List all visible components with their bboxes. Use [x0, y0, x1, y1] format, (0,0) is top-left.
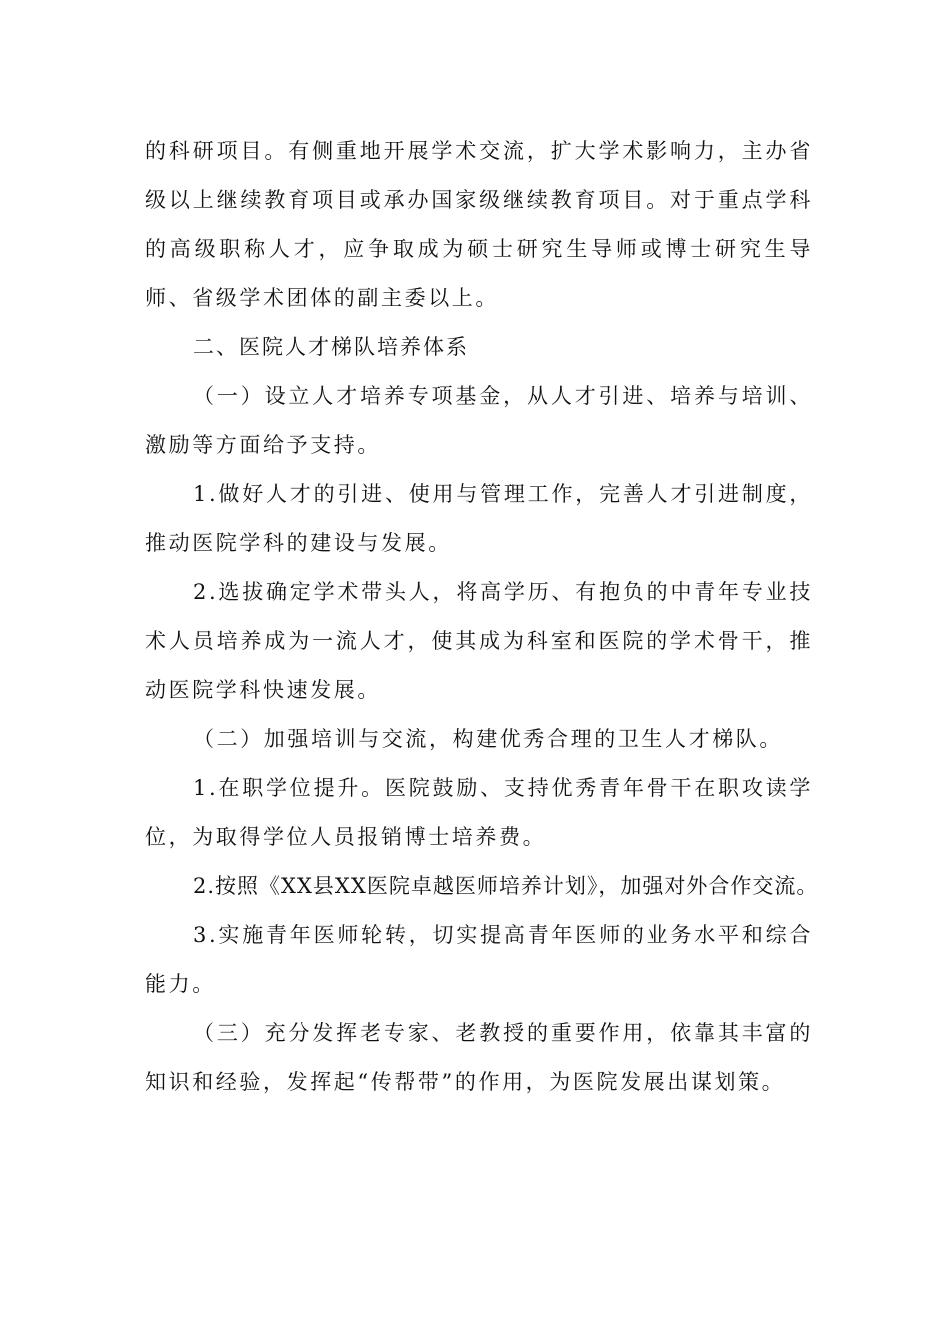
subsection-1: （一）设立人才培养专项基金，从人才引进、培养与培训、激励等方面给予支持。 — [145, 384, 813, 457]
subsection-3: （三）充分发挥老专家、老教授的重要作用，依靠其丰富的知识和经验，发挥起“传帮带”的作用，为医院发展出谋划策。 — [145, 1021, 813, 1094]
item-1-2: 2.选拔确定学术带头人，将高学历、有抱负的中青年专业技术人员培养成为一流人才，使其成为科室和医院的学术骨干，推动医院学科快速发展。 — [145, 580, 813, 702]
document-body — [145, 127, 819, 1107]
section-heading-2: 二、医院人才梯队培养体系 — [193, 335, 469, 359]
item-2-1: 1.在职学位提升。医院鼓励、支持优秀青年骨干在职攻读学位，为取得学位人员报销博士培养费。 — [145, 776, 813, 849]
item-1-1: 1.做好人才的引进、使用与管理工作，完善人才引进制度，推动医院学科的建设与发展。 — [145, 482, 813, 555]
paragraph-continuation: 的科研项目。有侧重地开展学术交流，扩大学术影响力，主办省级以上继续教育项目或承办国家级继续教育项目。对于重点学科的高级职称人才，应争取成为硕士研究生导师或博士研究生导师、省级学术团体的副主委以上。 — [145, 139, 813, 310]
item-2-2: 2.按照《XX县XX医院卓越医师培养计划》，加强对外合作交流。 — [193, 874, 819, 898]
subsection-2: （二）加强培训与交流，构建优秀合理的卫生人才梯队。 — [193, 727, 783, 751]
item-2-3: 3.实施青年医师轮转，切实提高青年医师的业务水平和综合能力。 — [145, 923, 813, 996]
